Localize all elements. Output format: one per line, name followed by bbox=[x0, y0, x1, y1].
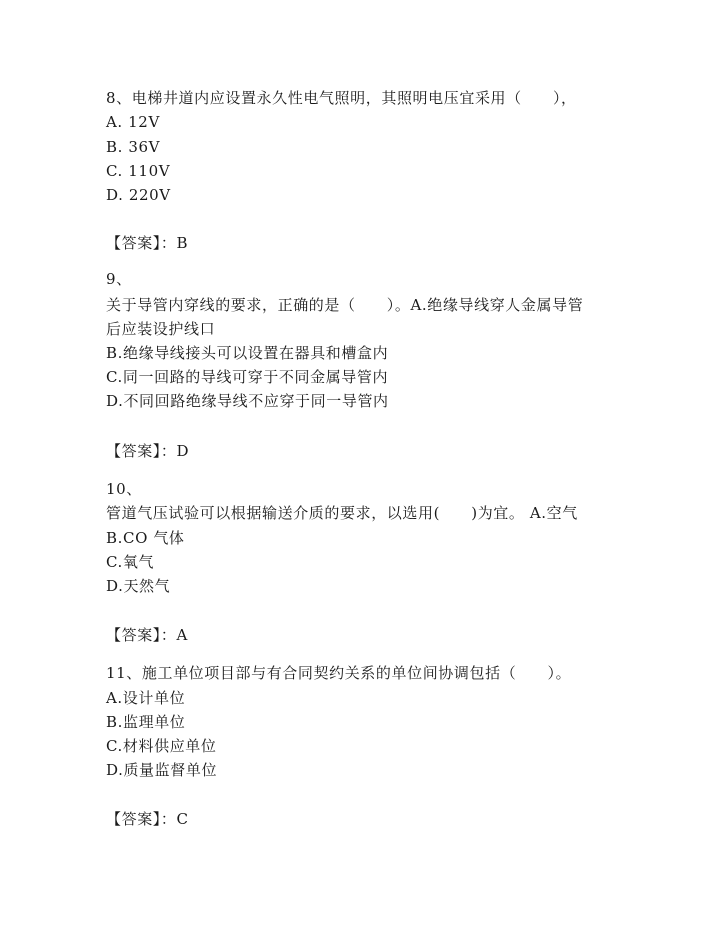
question-10-option-c: C.氧气 bbox=[106, 553, 155, 571]
question-9-answer: 【答案】：D bbox=[106, 442, 190, 460]
question-10-answer: 【答案】：A bbox=[106, 626, 188, 644]
question-10-option-b: B.CO 气体 bbox=[106, 529, 185, 547]
question-10-option-d: D.天然气 bbox=[106, 577, 171, 595]
question-9-stem-line1: 关于导管内穿线的要求，正确的是（ ）。A.绝缘导线穿人金属导管 bbox=[106, 296, 584, 314]
question-9-option-b: B.绝缘导线接头可以设置在器具和槽盒内 bbox=[106, 344, 389, 362]
question-9-option-d: D.不同回路绝缘导线不应穿于同一导管内 bbox=[106, 392, 389, 410]
question-8-stem: 8、电梯井道内应设置永久性电气照明，其照明电压宜采用（ ）， bbox=[106, 89, 577, 107]
question-9-stem-line2: 后应装设护线口 bbox=[106, 320, 216, 338]
question-11-option-a: A.设计单位 bbox=[106, 689, 186, 707]
question-11-answer: 【答案】：C bbox=[106, 810, 189, 828]
question-8-option-a: A. 12V bbox=[106, 113, 160, 131]
question-11-option-d: D.质量监督单位 bbox=[106, 761, 218, 779]
question-8-answer: 【答案】：B bbox=[106, 234, 189, 252]
question-9-number: 9、 bbox=[106, 270, 132, 288]
question-8-option-b: B. 36V bbox=[106, 138, 161, 156]
question-11-option-b: B.监理单位 bbox=[106, 713, 186, 731]
question-11-stem: 11、施工单位项目部与有合同契约关系的单位间协调包括（ ）。 bbox=[106, 664, 572, 682]
question-8-option-d: D. 220V bbox=[106, 186, 171, 204]
question-10-number: 10、 bbox=[106, 480, 142, 498]
question-9-option-c: C.同一回路的导线可穿于不同金属导管内 bbox=[106, 368, 389, 386]
question-8-option-c: C. 110V bbox=[106, 162, 171, 180]
question-11-option-c: C.材料供应单位 bbox=[106, 737, 217, 755]
question-10-stem: 管道气压试验可以根据输送介质的要求，以选用( )为宜。 A.空气 bbox=[106, 504, 578, 522]
